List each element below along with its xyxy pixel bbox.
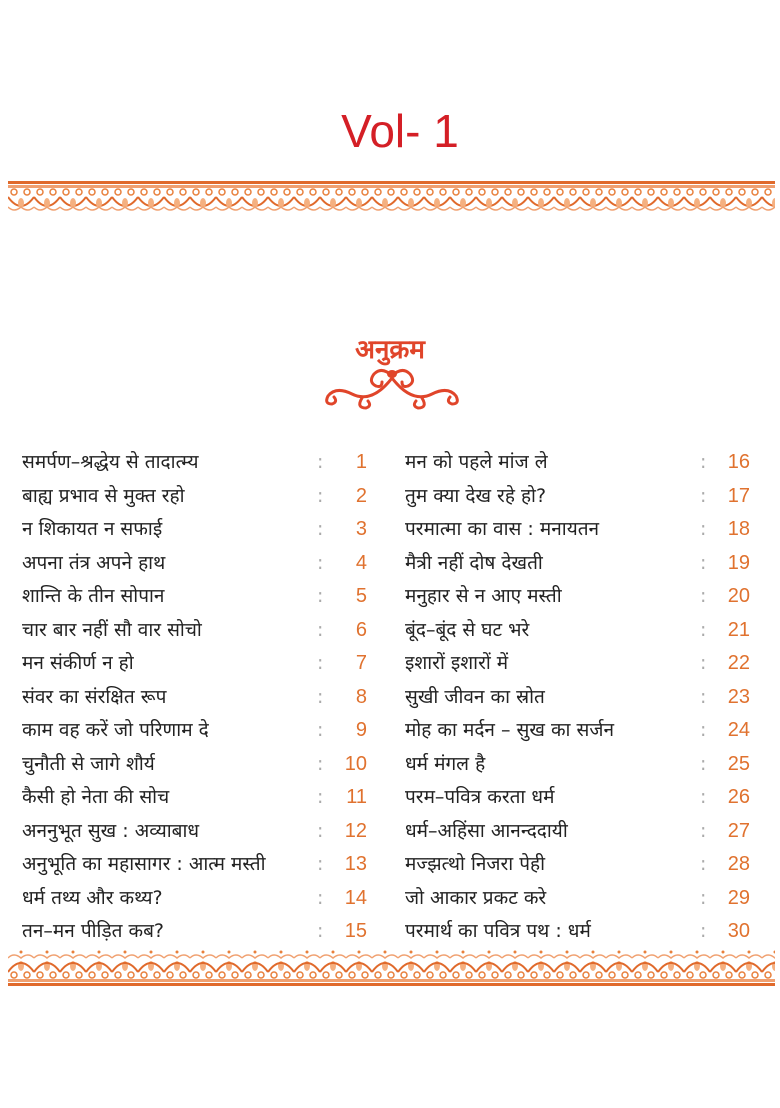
entry-page-number: 18 bbox=[727, 518, 750, 540]
entry-separator: : bbox=[700, 618, 707, 641]
flourish-ornament-icon bbox=[322, 364, 462, 410]
toc-entry[interactable] bbox=[405, 581, 755, 611]
entry-page-number: 28 bbox=[727, 853, 750, 875]
entry-separator: : bbox=[317, 886, 324, 909]
entry-title: मनुहार से न आए मस्ती bbox=[405, 585, 562, 607]
entry-page-number: 26 bbox=[727, 786, 750, 808]
entry-separator: : bbox=[700, 786, 707, 808]
entry-separator: : bbox=[317, 618, 324, 641]
entry-page-number: 25 bbox=[727, 752, 750, 775]
entry-title: बूंद–बूंद से घट भरे bbox=[405, 618, 530, 641]
entry-page-number: 12 bbox=[344, 819, 367, 842]
entry-page-number: 15 bbox=[344, 920, 367, 942]
entry-title: जो आकार प्रकट करे bbox=[405, 886, 547, 909]
entry-title: काम वह करें जो परिणाम दे bbox=[22, 719, 209, 741]
entry-title: मोह का मर्दन – सुख का सर्जन bbox=[405, 719, 615, 741]
entry-page-number: 4 bbox=[355, 551, 367, 574]
entry-title: मैत्री नहीं दोष देखती bbox=[405, 551, 543, 574]
entry-title: परम–पवित्र करता धर्म bbox=[405, 786, 555, 808]
entry-page-number: 11 bbox=[346, 786, 367, 808]
toc-entry[interactable] bbox=[22, 447, 372, 477]
entry-title: चुनौती से जागे शौर्य bbox=[22, 752, 155, 775]
entry-title: संवर का संरक्षित रूप bbox=[22, 685, 167, 708]
toc-entry[interactable] bbox=[22, 648, 372, 678]
entry-page-number: 5 bbox=[355, 585, 367, 607]
entry-separator: : bbox=[317, 685, 324, 708]
entry-separator: : bbox=[317, 853, 324, 875]
entry-page-number: 24 bbox=[727, 719, 750, 741]
entry-title: इशारों इशारों में bbox=[405, 652, 509, 674]
entry-page-number: 7 bbox=[355, 652, 367, 674]
entry-separator: : bbox=[317, 518, 324, 540]
entry-page-number: 17 bbox=[727, 484, 750, 507]
entry-page-number: 20 bbox=[727, 585, 750, 607]
entry-page-number: 2 bbox=[355, 484, 367, 507]
entry-separator: : bbox=[700, 484, 707, 507]
contents-heading: अनुक्रम bbox=[355, 335, 425, 365]
entry-page-number: 10 bbox=[344, 752, 367, 775]
decorative-border-bottom bbox=[8, 950, 775, 986]
entry-separator: : bbox=[317, 551, 324, 574]
entry-separator: : bbox=[700, 551, 707, 574]
entry-page-number: 14 bbox=[344, 886, 367, 909]
entry-title: परमार्थ का पवित्र पथ : धर्म bbox=[405, 920, 591, 942]
toc-entry[interactable] bbox=[405, 849, 755, 879]
toc-entry[interactable] bbox=[405, 749, 755, 779]
toc-entry[interactable] bbox=[22, 682, 372, 712]
toc-entry[interactable] bbox=[22, 581, 372, 611]
entry-separator: : bbox=[317, 752, 324, 775]
toc-entry[interactable] bbox=[22, 481, 372, 511]
entry-title: न शिकायत न सफाई bbox=[22, 518, 163, 540]
entry-title: चार बार नहीं सौ वार सोचो bbox=[22, 618, 202, 641]
entry-page-number: 29 bbox=[727, 886, 750, 909]
entry-title: अपना तंत्र अपने हाथ bbox=[22, 551, 166, 574]
entry-title: समर्पण–श्रद्धेय से तादात्म्य bbox=[22, 451, 199, 473]
entry-page-number: 13 bbox=[344, 853, 367, 875]
entry-page-number: 19 bbox=[727, 551, 750, 574]
entry-title: अनुभूति का महासागर : आत्म मस्ती bbox=[22, 853, 266, 875]
entry-title: तुम क्या देख रहे हो? bbox=[405, 484, 547, 507]
entry-page-number: 6 bbox=[355, 618, 367, 641]
entry-page-number: 30 bbox=[727, 920, 750, 942]
toc-entry[interactable] bbox=[405, 883, 755, 913]
volume-title: Vol- 1 bbox=[341, 105, 459, 157]
entry-title: शान्ति के तीन सोपान bbox=[22, 585, 165, 607]
entry-separator: : bbox=[700, 451, 707, 473]
entry-separator: : bbox=[700, 685, 707, 708]
toc-entry[interactable] bbox=[405, 682, 755, 712]
entry-title: धर्म तथ्य और कथ्य? bbox=[22, 886, 163, 909]
entry-separator: : bbox=[700, 853, 707, 875]
entry-title: मज्झत्थो निजरा पेही bbox=[405, 853, 546, 875]
entry-separator: : bbox=[317, 585, 324, 607]
toc-entry[interactable] bbox=[405, 782, 755, 812]
entry-title: परमात्मा का वास : मनायतन bbox=[405, 518, 600, 540]
decorative-border-top bbox=[8, 181, 775, 217]
entry-page-number: 3 bbox=[355, 518, 367, 540]
entry-separator: : bbox=[700, 719, 707, 741]
entry-separator: : bbox=[700, 886, 707, 909]
toc-entry[interactable] bbox=[405, 916, 755, 946]
entry-separator: : bbox=[700, 920, 707, 942]
toc-entry[interactable] bbox=[22, 883, 372, 913]
entry-separator: : bbox=[317, 451, 324, 473]
toc-entry[interactable] bbox=[22, 514, 372, 544]
toc-entry[interactable] bbox=[405, 648, 755, 678]
entry-title: मन को पहले मांज ले bbox=[405, 451, 548, 473]
toc-entry[interactable] bbox=[405, 715, 755, 745]
entry-separator: : bbox=[700, 585, 707, 607]
entry-separator: : bbox=[700, 518, 707, 540]
toc-entry[interactable] bbox=[405, 548, 755, 578]
toc-entry[interactable] bbox=[405, 615, 755, 645]
toc-entry[interactable] bbox=[22, 749, 372, 779]
entry-separator: : bbox=[700, 819, 707, 842]
entry-page-number: 23 bbox=[727, 685, 750, 708]
entry-title: मन संकीर्ण न हो bbox=[22, 652, 134, 674]
entry-separator: : bbox=[317, 652, 324, 674]
entry-separator: : bbox=[700, 752, 707, 775]
entry-title: धर्म–अहिंसा आनन्ददायी bbox=[405, 819, 568, 842]
toc-entry[interactable] bbox=[22, 849, 372, 879]
entry-title: धर्म मंगल है bbox=[405, 752, 486, 775]
entry-page-number: 9 bbox=[355, 719, 367, 741]
entry-page-number: 22 bbox=[727, 652, 750, 674]
entry-title: सुखी जीवन का स्रोत bbox=[405, 685, 545, 708]
toc-entry[interactable] bbox=[22, 548, 372, 578]
entry-page-number: 27 bbox=[727, 819, 750, 842]
toc-entry[interactable] bbox=[22, 715, 372, 745]
entry-separator: : bbox=[317, 920, 324, 942]
toc-entry[interactable] bbox=[22, 782, 372, 812]
toc-entry[interactable] bbox=[405, 816, 755, 846]
entry-title: तन–मन पीड़ित कब? bbox=[22, 920, 165, 942]
entry-page-number: 21 bbox=[727, 618, 750, 641]
entry-page-number: 1 bbox=[355, 451, 367, 473]
toc-entry[interactable] bbox=[405, 447, 755, 477]
toc-entry[interactable] bbox=[405, 481, 755, 511]
toc-entry[interactable] bbox=[22, 615, 372, 645]
entry-title: बाह्य प्रभाव से मुक्त रहो bbox=[22, 484, 185, 507]
entry-page-number: 8 bbox=[355, 685, 367, 708]
entry-page-number: 16 bbox=[727, 451, 750, 473]
entry-separator: : bbox=[317, 719, 324, 741]
entry-separator: : bbox=[317, 786, 324, 808]
entry-title: अननुभूत सुख : अव्याबाध bbox=[22, 819, 200, 842]
entry-separator: : bbox=[700, 652, 707, 674]
entry-separator: : bbox=[317, 819, 324, 842]
toc-entry[interactable] bbox=[22, 816, 372, 846]
entry-title: कैसी हो नेता की सोच bbox=[22, 786, 170, 808]
toc-entry[interactable] bbox=[405, 514, 755, 544]
entry-separator: : bbox=[317, 484, 324, 507]
toc-entry[interactable] bbox=[22, 916, 372, 946]
